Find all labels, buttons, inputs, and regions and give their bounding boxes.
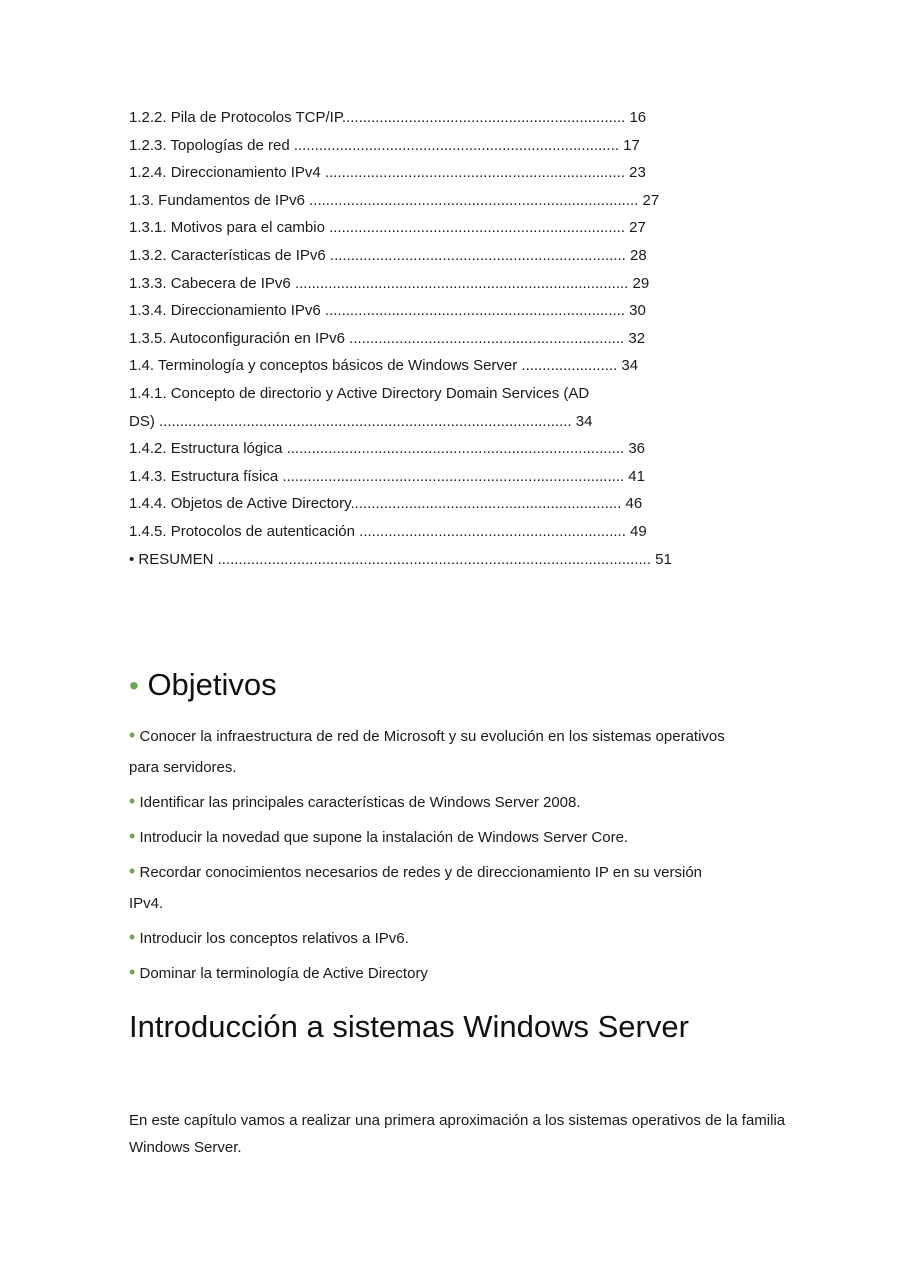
section-heading: Introducción a sistemas Windows Server xyxy=(129,1009,689,1044)
bullet-icon: • xyxy=(129,725,136,745)
toc-entry: 1.4.2. Estructura lógica ................................................................................. 36 xyxy=(129,440,645,458)
objective-text: Introducir los conceptos relativos a IPv6. xyxy=(139,930,409,947)
toc-entry: 1.4. Terminología y conceptos básicos de Windows Server ....................... 34 xyxy=(129,357,639,375)
toc-entry: 1.2.2. Pila de Protocolos TCP/IP.................................................................... 16 xyxy=(129,109,647,126)
section-intro-paragraph: En este capítulo vamos a realizar una primera aproximación a los sistemas operativos de la familia Windows Server. xyxy=(129,1112,786,1156)
objective-text: Recordar conocimientos necesarios de redes y de direccionamiento IP en su versión IPv4. xyxy=(129,864,703,912)
bullet-icon: • xyxy=(129,791,136,811)
toc-entry-summary: • RESUMEN ........................................................................................................ 51 xyxy=(129,550,672,568)
objective-item xyxy=(129,856,729,919)
toc-entry: 1.3.3. Cabecera de IPv6 ................................................................................ 29 xyxy=(129,274,650,292)
toc-entry: 1.3.5. Autoconfiguración en IPv6 .................................................................. 32 xyxy=(129,329,646,347)
toc-entry: 1.2.4. Direccionamiento IPv4 ........................................................................ 23 xyxy=(129,164,646,182)
toc-entry: 1.3.2. Características de IPv6 ....................................................................... 28 xyxy=(129,246,647,264)
bullet-icon: • xyxy=(129,861,136,881)
bullet-icon: • xyxy=(129,962,136,982)
bullet-icon: • xyxy=(129,927,136,947)
table-of-contents xyxy=(129,104,749,573)
objective-item xyxy=(129,786,729,818)
toc-entry: 1.4.4. Objetos de Active Directory................................................................. 46 xyxy=(129,495,643,513)
objective-text: Conocer la infraestructura de red de Microsoft y su evolución en los sistemas operativos para servidores. xyxy=(129,728,725,776)
toc-entry: DS) ................................................................................................... 34 xyxy=(129,412,593,430)
objective-text: Dominar la terminología de Active Directory xyxy=(139,965,428,982)
bullet-icon: • xyxy=(129,670,139,701)
objectives-title: Objetivos xyxy=(147,667,277,702)
objectives-list xyxy=(129,720,729,992)
objectives-heading xyxy=(129,664,277,707)
toc-entry: 1.2.3. Topologías de red .............................................................................. 17 xyxy=(129,136,640,154)
toc-entry: 1.3.4. Direccionamiento IPv6 ........................................................................ 30 xyxy=(129,302,646,320)
bullet-icon: • xyxy=(129,826,136,846)
toc-entry: 1.3. Fundamentos de IPv6 ............................................................................... 27 xyxy=(129,191,660,209)
toc-entry: 1.4.5. Protocolos de autenticación ................................................................ 49 xyxy=(129,522,647,540)
objective-item xyxy=(129,720,729,783)
toc-entry: 1.4.1. Concepto de directorio y Active Directory Domain Services (AD xyxy=(129,384,590,402)
objective-text: Introducir la novedad que supone la instalación de Windows Server Core. xyxy=(139,829,629,846)
toc-entry: 1.3.1. Motivos para el cambio ....................................................................... 27 xyxy=(129,219,646,237)
toc-entry: 1.4.3. Estructura física .................................................................................. 41 xyxy=(129,467,645,485)
objective-item xyxy=(129,821,729,853)
objective-item xyxy=(129,957,729,989)
objective-text: Identificar las principales características de Windows Server 2008. xyxy=(139,794,581,811)
objective-item xyxy=(129,922,729,954)
